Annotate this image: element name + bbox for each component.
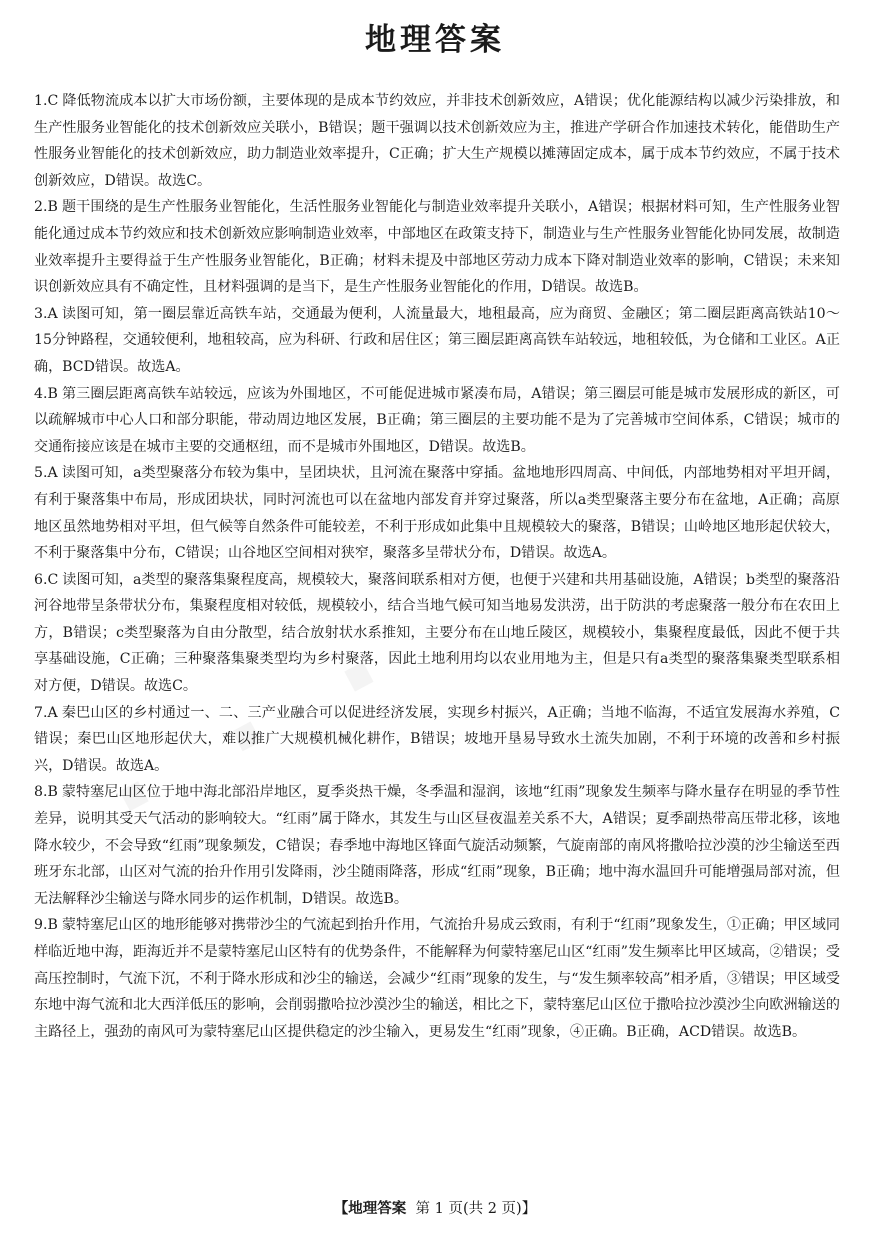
answer-explanation: 降低物流成本以扩大市场份额，主要体现的是成本节约效应，并非技术创新效应，A错误；优化能源结构以减少污染排放，和生产性服务业智能化的技术创新效应关联小，B错误；题干强调以技术创新效应为主，推进产学研合作加速技术转化，能借助生产性服务业智能化的技术创新效应，助力制造业效率提升，C正确；扩大生产规模以摊薄固定成本，属于成本节约效应，不属于技术创新效应，D错误。故选C。 [34, 93, 840, 189]
footer-page-number: 第 1 页(共 2 页)】 [415, 1201, 537, 1217]
answer-number: 5.A [34, 465, 58, 482]
footer-subject: 【地理答案 [333, 1200, 407, 1217]
answer-number: 6.C [34, 571, 59, 588]
answer-number: 2.B [34, 199, 58, 216]
answer-number: 8.B [34, 784, 58, 801]
answer-explanation: 蒙特塞尼山区位于地中海北部沿岸地区，夏季炎热干燥，冬季温和湿润，该地“红雨”现象发生频率与降水量存在明显的季节性差异，说明其受天气活动的影响较大。“红雨”属于降水，其发生与山区昼夜温差关系不大，A错误；夏季副热带高压带北移，该地降水较少，不会导致“红雨”现象频发，C错误；春季地中海地区锋面气旋活动频繁，气旋南部的南风将撒哈拉沙漠的沙尘输送至西班牙东北部，山区对气流的抬升作用引发降雨，沙尘随雨降落，形成“红雨”现象，B正确；地中海水温回升可能增强局部对流，但无法解释沙尘输送与降水同步的运作机制，D错误。故选B。 [34, 784, 840, 907]
answer-list [34, 88, 840, 1045]
answer-item [34, 779, 840, 912]
answer-number: 4.B [34, 385, 58, 402]
answer-number: 7.A [34, 704, 58, 721]
answer-item [34, 381, 840, 461]
answer-explanation: 蒙特塞尼山区的地形能够对携带沙尘的气流起到抬升作用，气流抬升易成云致雨，有利于“红雨”现象发生，①正确；甲区域同样临近地中海，距海近并不是蒙特塞尼山区特有的优势条件，不能解释为何蒙特塞尼山区“红雨”发生频率比甲区域高，②错误；受高压控制时，气流下沉，不利于降水形成和沙尘的输送，会减少“红雨”现象的发生，与“发生频率较高”相矛盾，③错误；甲区域受东地中海气流和北大西洋低压的影响，会削弱撒哈拉沙漠沙尘的输送，相比之下，蒙特塞尼山区位于撒哈拉沙漠沙尘向欧洲输送的主路径上，强劲的南风可为蒙特塞尼山区提供稳定的沙尘输入，更易发生“红雨”现象，④正确。B正确，ACD错误。故选B。 [34, 917, 840, 1040]
answer-explanation: 读图可知，第一圈层靠近高铁车站，交通最为便利，人流量最大，地租最高，应为商贸、金融区；第二圈层距离高铁站10～15分钟路程，交通较便利，地租较高，应为科研、行政和居住区；第三圈层距离高铁车站较远，地租较低，为仓储和工业区。A正确，BCD错误。故选A。 [34, 305, 840, 375]
answer-item [34, 460, 840, 566]
answer-number: 3.A [34, 305, 58, 322]
answer-explanation: 读图可知，a类型聚落分布较为集中，呈团块状，且河流在聚落中穿插。盆地地形四周高、中间低，内部地势相对平坦开阔，有利于聚落集中布局，形成团块状，同时河流也可以在盆地内部发育并穿过聚落，所以a类型聚落主要分布在盆地，A正确；高原地区虽然地势相对平坦，但气候等自然条件可能较差，不利于形成如此集中且规模较大的聚落，B错误；山岭地区地形起伏较大，不利于聚落集中分布，C错误；山谷地区空间相对狭窄，聚落多呈带状分布，D错误。故选A。 [34, 465, 840, 562]
answer-explanation: 题干围绕的是生产性服务业智能化，生活性服务业智能化与制造业效率提升关联小，A错误；根据材料可知，生产性服务业智能化通过成本节约效应和技术创新效应影响制造业效率，中部地区在政策支持下，制造业与生产性服务业智能化协同发展，故制造业效率提升主要得益于生产性服务业智能化，B正确；材料未提及中部地区劳动力成本下降对制造业效率的影响，C错误；未来知识创新效应具有不确定性，且材料强调的是当下，是生产性服务业智能化的作用，D错误。故选B。 [34, 199, 840, 296]
answer-number: 9.B [34, 917, 58, 934]
answer-item [34, 700, 840, 780]
answer-item [34, 301, 840, 381]
page-title: 地理答案 [365, 22, 505, 58]
answer-item [34, 194, 840, 300]
answer-explanation: 第三圈层距离高铁车站较远，应该为外围地区，不可能促进城市紧凑布局，A错误；第三圈层可能是城市发展形成的新区，可以疏解城市中心人口和部分职能，带动周边地区发展，B正确；第三圈层的主要功能不是为了完善城市空间体系，C错误；城市的交通衔接应该是在城市主要的交通枢纽，而不是城市外围地区，D错误。故选B。 [34, 385, 840, 455]
page-footer [0, 1197, 870, 1218]
answer-item [34, 912, 840, 1045]
answer-explanation: 秦巴山区的乡村通过一、二、三产业融合可以促进经济发展，实现乡村振兴，A正确；当地不临海，不适宜发展海水养殖，C错误；秦巴山区地形起伏大，难以推广大规模机械化耕作，B错误；坡地开垦易导致水土流失加剧，不利于环境的改善和乡村振兴，D错误。故选A。 [34, 704, 840, 774]
answer-explanation: 读图可知，a类型的聚落集聚程度高，规模较大，聚落间联系相对方便，也便于兴建和共用基础设施，A错误；b类型的聚落沿河谷地带呈条带状分布，集聚程度相对较低，规模较小，结合当地气候可知当地易发洪涝，出于防洪的考虑聚落一般分布在农田上方，B错误；c类型聚落为自由分散型，结合放射状水系推知，主要分布在山地丘陵区，规模较小，集聚程度最低，因此不便于共享基础设施，C正确；三种聚落集聚类型均为乡村聚落，因此土地利用均以农业用地为主，但是只有a类型的聚落集聚类型联系相对方便，D错误。故选C。 [34, 571, 840, 695]
answer-item [34, 567, 840, 700]
answer-item [34, 88, 840, 194]
answer-number: 1.C [34, 93, 59, 109]
